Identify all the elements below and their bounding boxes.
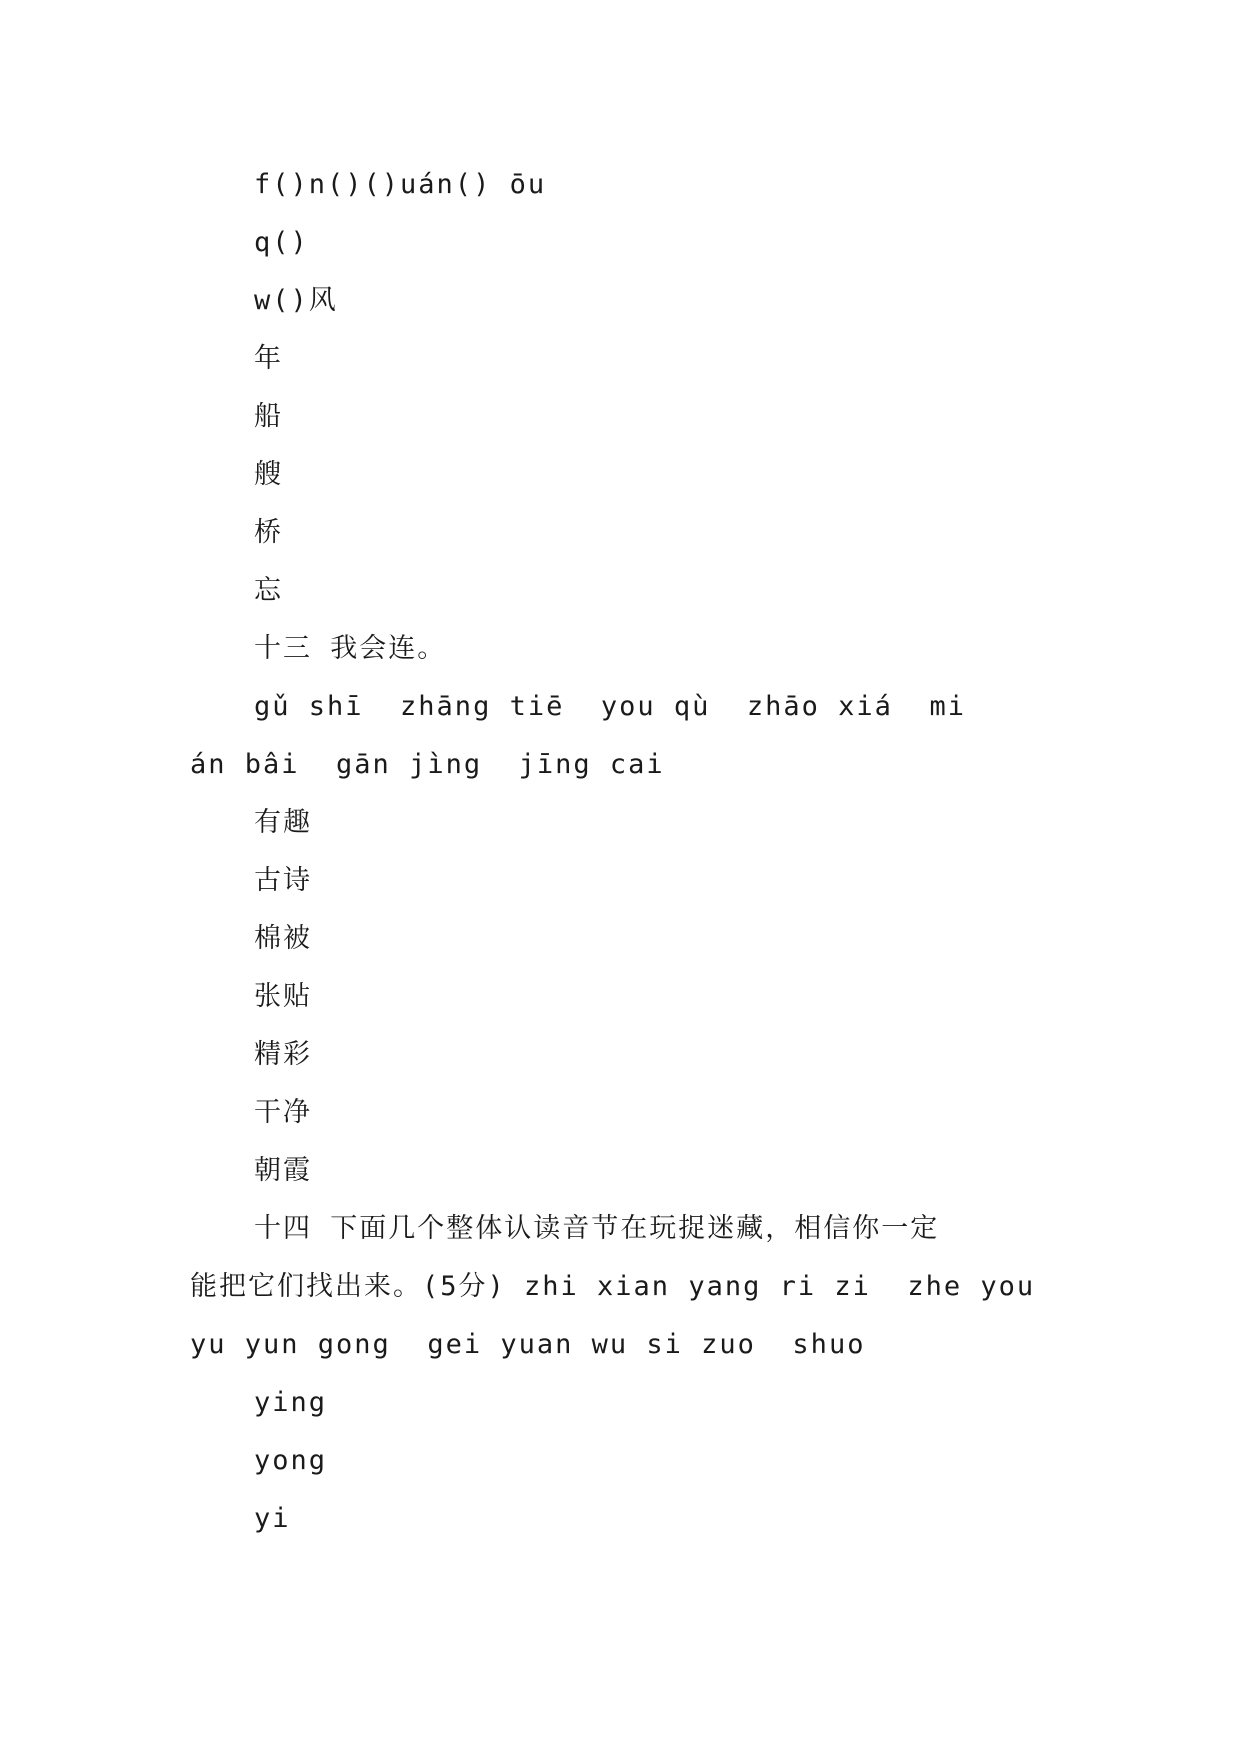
section-13-pinyin-line-1: gǔ shī zhāng tiē you qù zhāo xiá mi — [254, 691, 966, 722]
pinyin-blank-line: w()风 — [254, 285, 338, 316]
word-item: 古诗 — [254, 865, 312, 896]
word-item: 有趣 — [254, 807, 312, 838]
section-14-line-2: 能把它们找出来。(5分) zhi xian yang ri zi zhe you — [190, 1271, 1036, 1302]
character-item: 桥 — [254, 517, 283, 548]
word-item: 棉被 — [254, 923, 312, 954]
section-14-line-3: yu yun gong gei yuan wu si zuo shuo — [190, 1329, 866, 1360]
document-body — [190, 156, 1050, 1548]
character-item: 艘 — [254, 459, 283, 490]
character-item: 年 — [254, 343, 283, 374]
syllable-item: yong — [254, 1445, 328, 1476]
section-14-line-1: 十四 下面几个整体认读音节在玩捉迷藏，相信你一定 — [254, 1213, 940, 1244]
word-item: 张贴 — [254, 981, 312, 1012]
character-item: 忘 — [254, 575, 283, 606]
pinyin-blank-line: f()n()()uán() ōu — [254, 169, 547, 200]
pinyin-blank-line: q() — [254, 227, 309, 258]
character-item: 船 — [254, 401, 283, 432]
word-item: 朝霞 — [254, 1155, 312, 1186]
word-item: 精彩 — [254, 1039, 312, 1070]
syllable-item: ying — [254, 1387, 328, 1418]
section-13-pinyin-line-2: án bâi gān jìng jīng cai — [190, 749, 665, 780]
section-13-heading: 十三 我会连。 — [254, 633, 447, 664]
word-item: 干净 — [254, 1097, 312, 1128]
syllable-item: yi — [254, 1503, 291, 1534]
